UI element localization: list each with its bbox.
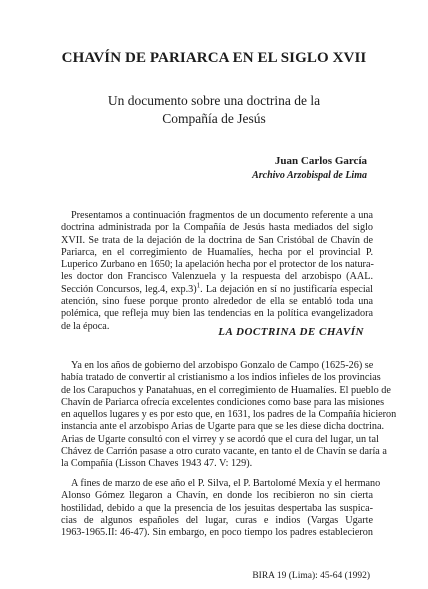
body-line: Alonso Gómez llegaron a Chavín, en donde los recibieron no sin cierta <box>61 490 373 502</box>
body-line: había tratado de convertir al cristianismo a los indios infieles de los provincias <box>61 372 381 384</box>
author-affiliation: Archivo Arzobispal de Lima <box>252 170 367 181</box>
intro-line: polémica, que refleja muy bien las tendencias en la política evangelizadora <box>61 308 373 320</box>
body-line: 1963-1965.II: 46-47). Sin embargo, en poco tiempo los padres establecieron <box>61 527 373 539</box>
intro-paragraph <box>61 210 373 333</box>
intro-line-start: Sección Concursos, leg.4, exp.3) <box>61 283 197 295</box>
intro-line: les doctor don Francisco Valenzuela y la respuesta del arzobispo (AAL. <box>61 271 373 283</box>
intro-line: doctrina administrada por la Compañía de Jesús hasta mediados del siglo <box>61 222 373 234</box>
article-subtitle <box>0 92 428 128</box>
author-name: Juan Carlos García <box>274 155 367 167</box>
footnote-marker[interactable]: 1 <box>196 281 201 290</box>
body-line: de los Carapuchos y Panatahuas, en el corregimiento de Huamalíes. El pueblo de <box>61 384 391 396</box>
body-line: la Compañía (Lisson Chaves 1943 47. V: 129). <box>61 458 253 470</box>
intro-line: Pariarca, en el corregimiento de Huamalíes, hecha por el provincial P. <box>61 246 373 258</box>
body-line: Chávez de Carrión pasase a otro curato vacante, en tanto el de Chavín se daría a <box>61 446 387 458</box>
intro-line-end: . La dejación en sí no justificaría especial <box>200 283 374 295</box>
body-line: cias de algunos españoles del lugar, curas e indios (Vargas Ugarte <box>61 514 373 526</box>
body-paragraph <box>61 478 381 539</box>
body-line: hostilidad, debido a que la presencia de los jesuitas despertaba las suspica- <box>61 502 373 514</box>
body-line: instancia ante el arzobispo Arias de Ugarte para que se les diese dicha doctrina. <box>61 421 385 433</box>
body-paragraph <box>61 360 397 471</box>
body-line: A fines de marzo de ese año el P. Silva, el P. Bartolomé Mexía y el hermano <box>71 478 381 489</box>
intro-line: atención, sino fuese porque pronto alrededor de ella se entabló toda una <box>61 296 373 308</box>
article-title: CHAVÍN DE PARIARCA EN EL SIGLO XVII <box>61 50 367 66</box>
journal-citation-footer: BIRA 19 (Lima): 45-64 (1992) <box>252 571 370 581</box>
body-line: Ya en los años de gobierno del arzobispo Gonzalo de Campo (1625-26) se <box>71 360 374 371</box>
intro-line <box>61 281 374 296</box>
section-heading: LA DOCTRINA DE CHAVÍN <box>218 326 364 338</box>
intro-line: XVII. Se trata de la dejación de la doctrina de San Cristóbal de Chavín de <box>61 234 373 246</box>
body-line: Arias de Ugarte consultó con el virrey y se acordó que el cura del lugar, un tal <box>61 433 379 445</box>
subtitle-line: Un documento sobre una doctrina de la <box>107 93 321 108</box>
body-line: Chavín de Pariarca ofrecía excelentes condiciones como base para las misiones <box>61 396 385 408</box>
body-line: en aquellos lugares y es por esto que, en 1631, los padres de la Compañía hicieron <box>61 409 397 421</box>
intro-line: Presentamos a continuación fragmentos de un documento referente a una <box>71 210 373 221</box>
subtitle-line: Compañía de Jesús <box>162 111 266 126</box>
intro-line: Luperico Zurbano en 1650; la apelación hecha por el protector de los natura- <box>61 259 374 271</box>
intro-line: de la época. <box>61 320 110 332</box>
